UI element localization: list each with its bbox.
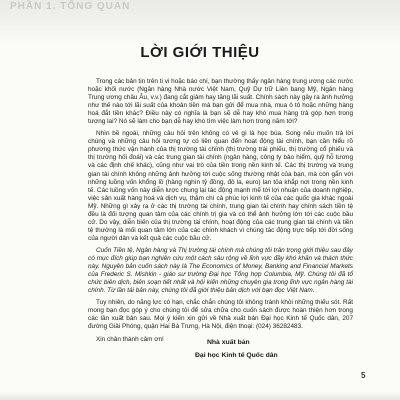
page-title: LỜI GIỚI THIỆU [140,44,260,61]
header-band [0,0,400,44]
paragraph-4: Tuy nhiên, do năng lực có hạn, chắc chắn chúng tôi không tránh khỏi những thiếu sót. Rất mong bạn đọc góp ý cho chúng tôi để sửa chữa cho cuốn sách được hoàn thiện hơn trong các lần xuất bản sau. Mọi ý kiến xin gửi về Nhà xuất bản Đại học Kinh tế Quốc dân, 207 đường Giải Phóng, quận Hai Bà Trưng, Hà Nội, điện thoại: (024) 36282483. [88,299,353,331]
publisher-label: Nhà xuất bản [207,339,250,346]
paragraph-3: Cuốn Tiền tệ, Ngân hàng và Thị trường tài chính mà chúng tôi trân trọng giới thiệu sau đây có mục đích giúp bạn nghiên cứu một cách sâu rộng về lĩnh vực đầy khó khăn và thách thức này. Nguyên bản cuốn sách này là The Economics of Money, Banking and Financial Markets của Frederic S. Mishkin - giáo sư trường Đại học Tổng hợp Columbia, Mỹ. Chúng tôi đã tổ chức biên dịch, biên soạn tiết nhất và hội kiến những chuyên gia trong lĩnh vực ngân hàng tài chính. Từ lần tái bản này, chúng tôi đã giới thiệu bản dịch với bạn đọc Việt Nam. [88,246,353,295]
publisher-name: Đại học Kinh tế Quốc dân [195,352,278,359]
signature-block [195,336,278,362]
paragraph-2: Nhìn bề ngoài, những câu hỏi trên không có vẻ gì là học búa. Song nếu muốn trả lời chúng và những câu hỏi tương tự có liên quan đến hoạt động tài chính, bạn cần hiểu rõ phương thức vận hành của thị trường tài chính (thị trường trái phiếu, thị trường cổ phiếu và thị trường hối đoái) và các trung gian tài chính (ngân hàng, công ty bảo hiểm, quỹ hỗ tương và các định chế khác), cũng như vai trò của tiền trong nền kinh tế. Các thị trường và trung gian tài chính không những ảnh hưởng tới cuộc sống thường nhật của bạn, mà còn gắn với những luồng vốn khổng lồ (hàng nghìn tỷ đồng, đô la, euro) lan tỏa khắp nơi trong nền kinh tế. Các luồng vốn này diễn lược chung lại tác động mạnh mẽ tới lợi nhuận của doanh nghiệp, việc sản xuất hàng hoá và dịch vụ, thậm chí cả phúc lợi kinh tế của các quốc gia khác ngoài Mỹ. Những gì xảy ra ở các thị trường tài chính, trung gian tài chính hay chính sách tiền tệ đều là đối tượng quan tâm của các chính trị gia và có thể ảnh hưởng lớn tới các cuộc bầu cử. Do vậy, diễn biến của thị trường tài chính, hoạt động của các trung gian tài chính và tiền tệ thường là mối quan tâm lớn của các chính khách vì chúng tác động trực tiếp tới đời sống của người dân và kết quả các cuộc bầu cử. [88,130,353,242]
page-number: 5 [361,371,366,380]
page-bottom-shade [0,392,400,400]
thanks-line: Xin chân thành cảm ơn! [96,336,164,344]
intro-body [88,78,353,348]
faint-header-text: PHẦN 1. TỔNG QUAN [10,1,131,12]
paragraph-1: Trong các bản tin trên ti vi hoặc báo chí, bạn thường thấy ngân hàng trung ương các nước hoặc khối nước (Ngân hàng Nhà nước Việt Nam, Quỹ Dự trữ Liên bang Mỹ, Ngân hàng Trung ương châu Âu, v.v.) đang cắt giảm hay tăng lãi suất. Chính sách này gây ra ảnh hưởng như thế nào tới lãi suất của khoản tiền mà bạn gửi để mua nhà, mua ô tô hoặc những hàng hoá đắt tiền khác? Điều này có nghĩa là bạn sẽ dễ hay khó mua hàng trả góp hơn trong tương lai? Nó sẽ làm cho bạn dễ hay khó tìm việc làm hơn trong năm tới? [88,78,353,126]
